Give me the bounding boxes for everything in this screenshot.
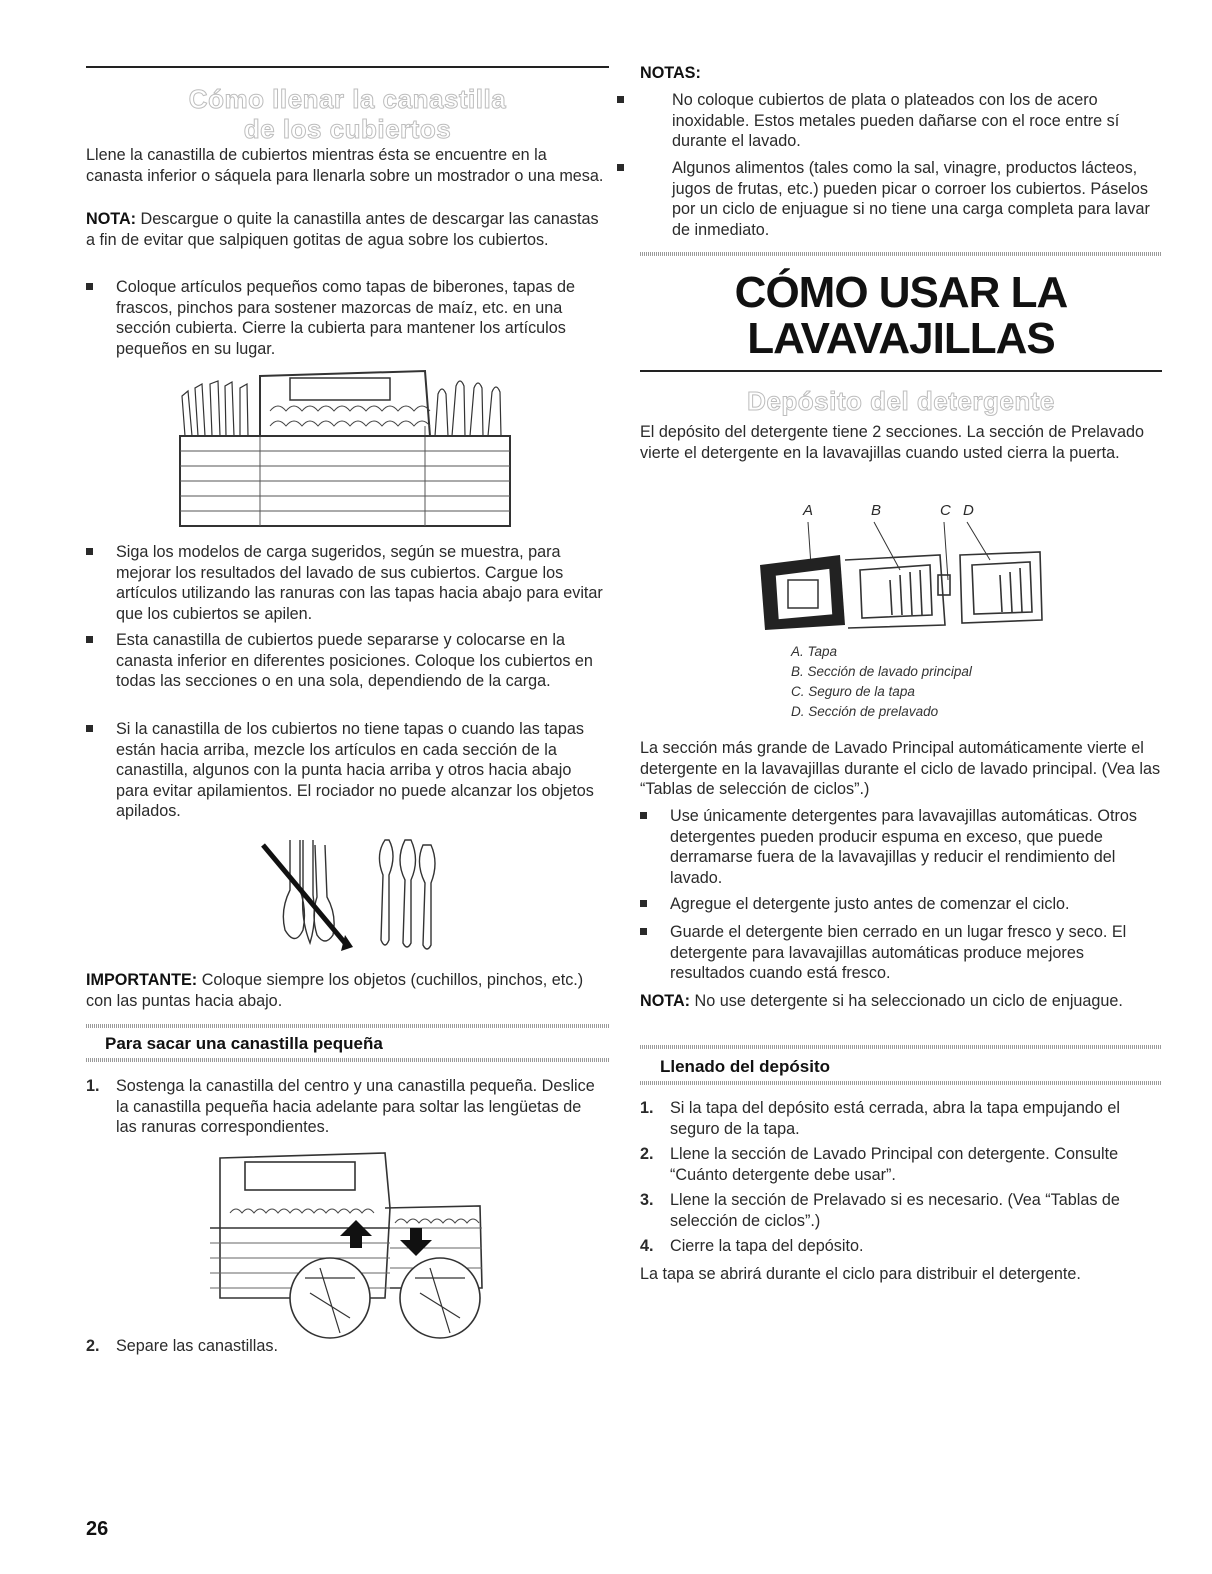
bullet-marker <box>86 725 93 732</box>
bullet-marker <box>617 96 624 103</box>
bullet-marker <box>86 636 93 643</box>
divider <box>640 1045 1162 1049</box>
importante-note: IMPORTANTE: Coloque siempre los objetos (cuchillos, pinchos, etc.) con las puntas hacia abajo. <box>86 971 584 1010</box>
intro-detergente: El depósito del detergente tiene 2 secciones. La sección de Prelavado vierte el detergente en la lavavajillas cuando usted cierra la puerta. <box>640 423 1144 462</box>
bullet-marker <box>640 812 647 819</box>
diagram-letter-a: A <box>803 502 814 519</box>
diagram-letter-c: C <box>940 502 951 519</box>
caption-c: C. Seguro de la tapa <box>791 684 915 699</box>
caption-a: A. Tapa <box>791 644 838 659</box>
divider <box>86 1058 609 1062</box>
list-item: No coloque cubiertos de plata o plateados con los de acero inoxidable. Estos metales pueden dañarse con el roce entre sí durante el lavado. <box>617 90 1162 152</box>
notas-heading: NOTAS: <box>640 64 701 82</box>
caption-d: D. Sección de prelavado <box>791 704 939 719</box>
list-item: Si la canastilla de los cubiertos no tiene tapas o cuando las tapas están hacia arriba, mezcle los artículos en cada sección de la canastilla, algunos con la punta hacia arriba y otros hacia abajo para evitar apilamientos. El rociador no puede alcanzar los objetos apilados. <box>86 719 606 822</box>
bullet-marker <box>640 900 647 907</box>
main-title: CÓMO USAR LA LAVAVAJILLAS <box>734 268 1068 363</box>
section-rule-right <box>640 370 1162 372</box>
nota-cubiertos: NOTA: Descargue o quite la canastilla antes de descargar las canastas a fin de evitar que salpiquen gotitas de agua sobre los cubiertos. <box>86 210 599 249</box>
divider <box>86 1024 609 1028</box>
intro-cubiertos: Llene la canastilla de cubiertos mientras ésta se encuentre en la canasta inferior o sáquela para llenarla sobre un mostrador o una mesa. <box>86 146 604 185</box>
diagram-letter-b: B <box>871 502 882 519</box>
list-item: Algunos alimentos (tales como la sal, vinagre, productos lácteos, jugos de frutas, etc.) pueden picar o corroer los cubiertos. Páselos por un ciclo de enjuague si no tiene una carga completa para lavar de inmediato. <box>617 158 1162 240</box>
right-step-4: 4. Cierre la tapa del depósito. <box>640 1237 864 1255</box>
para-lavado-principal: La sección más grande de Lavado Principal automáticamente vierte el detergente en la lavavajillas durante el ciclo de lavado principal. (Vea las “Tablas de selección de ciclos”.) <box>640 739 1161 798</box>
closing-note: La tapa se abrirá durante el ciclo para distribuir el detergente. <box>640 1265 1081 1283</box>
divider <box>640 1081 1162 1085</box>
bullet-marker <box>640 928 647 935</box>
top-rule-left <box>86 66 609 68</box>
basket-separation-illustration <box>200 1148 490 1348</box>
list-item: Use únicamente detergentes para lavavajillas automáticas. Otros detergentes pueden producir espuma en exceso, que puede derramarse fuera de la lavavajillas y reducir el rendimiento del lavado. <box>640 806 1162 888</box>
bullet-small-items: Coloque artículos pequeños como tapas de biberones, tapas de frascos, pinchos para sostener mazorcas de maíz, etc. en una sección cubierta. Cierre la cubierta para mantener los artículos pequeños en su lugar. <box>86 277 606 359</box>
dispenser-diagram <box>750 520 1060 635</box>
diagram-letter-d: D <box>963 502 974 519</box>
right-step-1: 1. Si la tapa del depósito está cerrada, abra la tapa empujando el seguro de la tapa. <box>640 1099 1120 1138</box>
list-item: Guarde el detergente bien cerrado en un lugar fresco y seco. El detergente para lavavajillas automáticas produce mejores resultados cuando está fresco. <box>640 922 1162 984</box>
right-step-3: 3. Llene la sección de Prelavado si es necesario. (Vea “Tablas de selección de ciclos”.) <box>640 1191 1120 1230</box>
section-title-cubiertos: Cómo llenar la canastilla de los cubiertos <box>188 84 507 144</box>
left-step-1: 1. Sostenga la canastilla del centro y una canastilla pequeña. Deslice la canastilla pequeña hacia adelante para soltar las lengüetas de las ranuras correspondientes. <box>86 1077 595 1136</box>
bullet-marker <box>86 283 93 290</box>
subhead-llenado-deposito: Llenado del depósito <box>660 1057 831 1076</box>
page-number: 26 <box>86 1518 109 1540</box>
list-item: Esta canastilla de cubiertos puede separarse y colocarse en la canasta inferior en diferentes posiciones. Coloque los cubiertos en todas las secciones o en una sola, dependiendo de la carga. <box>86 630 606 692</box>
bullet-marker <box>617 164 624 171</box>
section-title-detergente: Depósito del detergente <box>747 386 1055 416</box>
silverware-basket-illustration <box>170 366 520 531</box>
caption-b: B. Sección de lavado principal <box>791 664 972 679</box>
list-item: Siga los modelos de carga sugeridos, según se muestra, para mejorar los resultados del lavado de sus cubiertos. Cargue los artículos utilizando las ranuras con las tapas hacia abajo para evitar que los cubiertos se apilen. <box>86 542 606 624</box>
list-item: Agregue el detergente justo antes de comenzar el ciclo. <box>640 894 1162 915</box>
divider <box>640 252 1162 256</box>
utensils-orientation-illustration <box>255 835 445 955</box>
right-step-2: 2. Llene la sección de Lavado Principal con detergente. Consulte “Cuánto detergente debe usar”. <box>640 1145 1119 1184</box>
nota-detergente: NOTA: No use detergente si ha seleccionado un ciclo de enjuague. <box>640 992 1123 1010</box>
left-step-2: 2. Separe las canastillas. <box>86 1337 278 1355</box>
bullet-marker <box>86 548 93 555</box>
subhead-sacar-canastilla: Para sacar una canastilla pequeña <box>105 1034 383 1053</box>
